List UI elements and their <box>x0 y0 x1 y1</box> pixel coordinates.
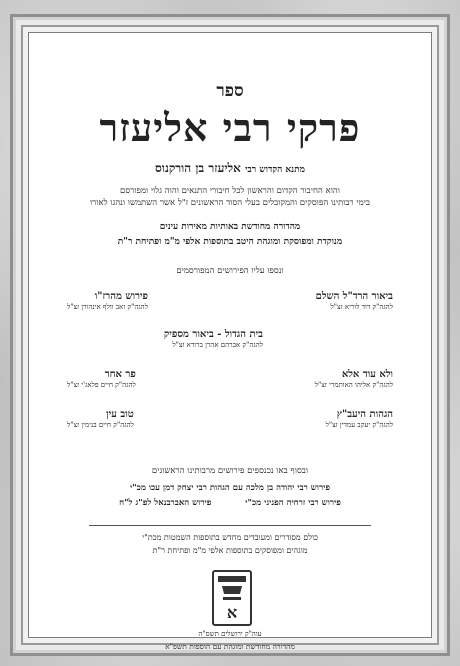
divider-rule <box>89 525 371 526</box>
edition-line-2: מנוקדת ומפוסקת ומוגהת היטב בתוספות אלפי מ"מ ופתיחת ר"ת <box>117 237 343 247</box>
commentary-author: להגה"ק דוד לוריא זצ"ל <box>330 303 393 311</box>
author-prefix: מתנא הקדוש רבי <box>245 165 305 175</box>
commentary-name: בית הגדול - ביאור מספיק <box>163 329 263 340</box>
sefer-label: ספר <box>216 81 244 101</box>
commentary-item <box>326 409 393 429</box>
commentary-author: להגה"ק חיים פלאג'י זצ"ל <box>67 381 136 389</box>
later-commentary-line-1: פירוש רבי יהודה בן מלכה עם הגהות רבי יצחק דמן עכו מכ"י <box>130 483 330 493</box>
later-commentary-line-2 <box>29 497 431 508</box>
emblem-letter: א <box>226 603 238 622</box>
publisher-emblem-icon <box>212 570 252 626</box>
commentary-name: הגהות היעב"ץ <box>336 409 393 420</box>
commentary-author: להגה"ק זאב וולף אינהורן זצ"ל <box>67 303 148 311</box>
commentary-item <box>164 329 263 349</box>
commentary-name: פירוש מהרז"ו <box>94 291 148 302</box>
middle-border-frame <box>21 25 439 651</box>
commentary-name: ביאור הרד"ל השלם <box>315 291 393 302</box>
title-page-panel <box>28 32 432 651</box>
book-title: פרקי רבי אליעזר <box>99 105 361 150</box>
later-commentaries-heading: ובסוף באו נכנספים פירושים מרבותינו הראשונים <box>151 466 309 476</box>
commentaries-heading: ונספו עליו הפירושים המפורסמים <box>176 266 284 276</box>
publisher-edition-note: מהדורה מחודשת ומוגהת עם הוספות תשפ"א <box>165 642 295 651</box>
commentary-item <box>316 291 393 311</box>
footer-line-1: כולם מסודרים ומעובדים מחדש בתוספות השמטות מכת"י <box>142 533 318 542</box>
commentary-author: להגה"ק אליהו האותמרי זצ"ל <box>314 381 393 389</box>
commentary-author: להגה"ק אברהם אהרן ברודא זצ"ל <box>172 341 263 349</box>
author-line <box>29 161 431 176</box>
description-line-1: והוא החיבור הקדום והראשון לכל חיבורי התנאים והוה גלוי ומפורסם <box>120 186 340 196</box>
description-line-2: בימי רבותינו הפוסקים והמקובלים בעלי הסוד הראשונים ז"ל אשר השתמשו ונהגו לאורו <box>89 198 370 208</box>
commentary-item <box>67 369 136 389</box>
commentary-author: להגה"ק יעקב עמדין זצ"ל <box>325 421 393 429</box>
author-name: אליעזר בן הורקנוס <box>155 161 241 175</box>
later-commentary-abarbanel: פירוש האברבנאל לפ"ג ל"ח <box>119 498 212 508</box>
commentary-item <box>67 409 134 429</box>
later-commentary-zerachia: פירוש רבי זרחיה הפניני מכ"י <box>245 498 341 508</box>
edition-line-1: מהדורה מחודשת באותיות מאירות עינים <box>159 222 301 232</box>
outer-border-frame <box>10 14 450 656</box>
commentary-name: טוב עין <box>106 409 134 420</box>
commentary-name: פר אחר <box>104 369 136 380</box>
commentary-item <box>67 291 148 311</box>
commentary-item <box>315 369 393 389</box>
publisher-place-year: עוה"ק ירושלים תשס"ה <box>198 630 262 638</box>
commentary-author: להגה"ק חיים בנימין זצ"ל <box>67 421 134 429</box>
commentary-name: ולא עוד אלא <box>341 369 393 380</box>
title-page-content <box>29 33 431 651</box>
footer-line-2: מוגהים ומפוסקים בתוספות אלפי מ"מ ופתיחת ר"ת <box>152 546 308 555</box>
